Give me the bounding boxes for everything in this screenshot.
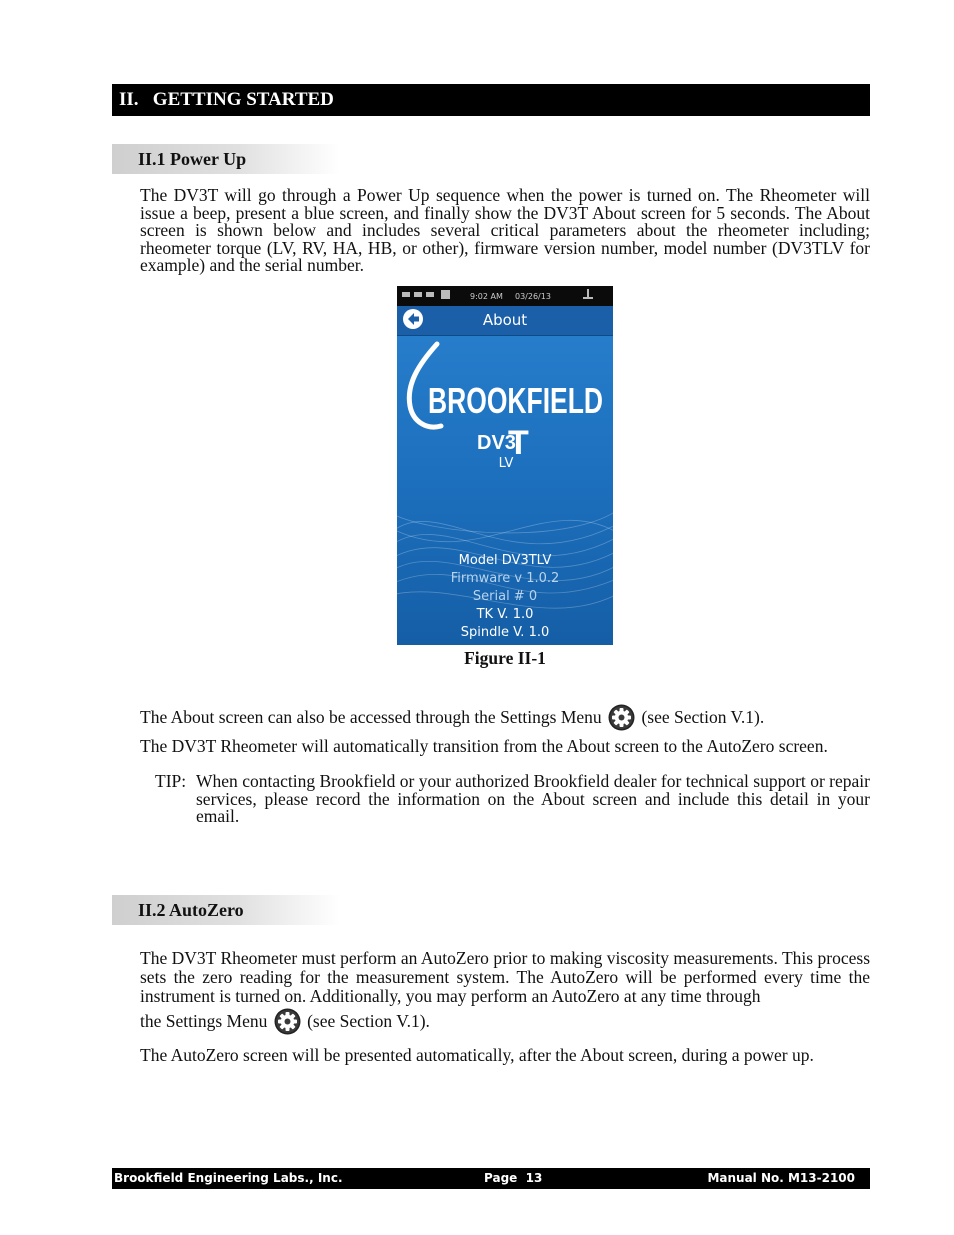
autozero-body: The DV3T Rheometer must perform an AutoZero prior to making viscosity measurements. This process sets the zero reading for the measurement system. The AutoZero will be performed every time the instrument is turned on. Additionally, you may perform an AutoZero at any time through <box>140 948 870 1006</box>
svg-text:DV3: DV3 <box>477 432 516 454</box>
power-up-intro: The DV3T will go through a Power Up sequence when the power is turned on. The Rheometer will issue a beep, present a blue screen, and finally show the DV3T About screen for 5 seconds. The About screen is shown below and includes several critical parameters about the rheometer including; rheometer torque (LV, RV, HA, HB, or other), firmware version number, model number (DV3TLV for example) and the serial number. <box>140 185 870 275</box>
figure-caption: Figure II-1 <box>464 648 546 668</box>
footer-page-number: Page 13 <box>484 1171 543 1185</box>
settings-text-after: (see Section V.1). <box>641 707 765 727</box>
info-spindle-version: Spindle V. 1.0 <box>460 625 550 640</box>
section-title-bar <box>112 84 870 116</box>
autozero-settings-line <box>140 1008 870 1035</box>
status-date: 03/26/13 <box>515 292 551 301</box>
brand-logo: BROOKFIELD <box>428 380 603 421</box>
subsection-heading-power-up <box>112 144 340 174</box>
page-footer <box>112 1168 870 1189</box>
info-model: Model DV3TLV <box>458 553 552 568</box>
torque-label: LV <box>498 456 514 471</box>
tip-text: When contacting Brookfield or your authorized Brookfield dealer for technical support or repair services, please record the information on the About screen and include this detail in your email. <box>196 771 870 826</box>
tip-label: TIP: <box>155 771 187 791</box>
autozero-text-after: (see Section V.1). <box>307 1011 430 1031</box>
info-tk-version: TK V. 1.0 <box>476 607 534 622</box>
subsection-title: II.2 AutoZero <box>138 900 244 920</box>
status-time: 9:02 AM <box>470 292 503 301</box>
svg-text:T: T <box>508 424 529 462</box>
settings-menu-paragraph <box>140 704 870 731</box>
settings-gear-icon <box>608 704 635 731</box>
autozero-auto-paragraph: The AutoZero screen will be presented automatically, after the About screen, during a power up. <box>140 1045 814 1065</box>
section-title: II. GETTING STARTED <box>119 89 334 110</box>
settings-gear-icon <box>274 1008 301 1035</box>
footer-manual-number: Manual No. M13-2100 <box>707 1171 855 1185</box>
footer-company: Brookfield Engineering Labs., Inc. <box>114 1171 343 1185</box>
autozero-text-before: the Settings Menu <box>140 1011 268 1031</box>
settings-text-before: The About screen can also be accessed through the Settings Menu <box>140 707 602 727</box>
transition-paragraph: The DV3T Rheometer will automatically transition from the About screen to the AutoZero screen. <box>140 736 828 756</box>
back-arrow-icon[interactable] <box>403 309 423 329</box>
subsection-title: II.1 Power Up <box>138 149 247 169</box>
info-serial: Serial # 0 <box>472 589 538 604</box>
info-firmware: Firmware v 1.0.2 <box>450 571 560 586</box>
about-screen-figure <box>397 286 613 645</box>
about-title: About <box>482 311 528 329</box>
subsection-heading-autozero <box>112 895 340 925</box>
